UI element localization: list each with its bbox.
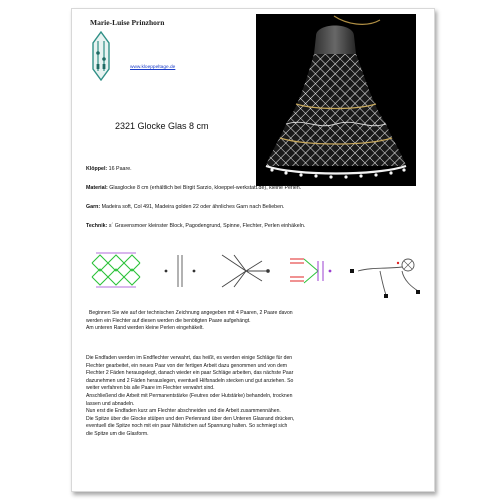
pair-lines-diagram-icon [165, 255, 196, 287]
website-link[interactable]: www.kloeppeltage.de [130, 65, 176, 70]
pagoda-ground-diagram-icon [92, 253, 140, 287]
paragraph-line: werden ein Flechter auf diesen werden die benötigten Paare aufgehängt. [86, 317, 251, 324]
lace-glass-bell-photo-icon [256, 14, 416, 186]
paragraph-line: eventuell die Spitze noch mit ein paar Nähstichen auf Spannung halten. So schmiegt sich [86, 423, 288, 430]
field-kloeppel-value: 16 Paare. [108, 166, 132, 172]
field-kloeppel [86, 166, 132, 172]
paragraph-line: weiter verfahren bis alle Paare im Flechter verwahrt sind. [86, 385, 215, 392]
field-garn-value: Madeira soft, Col 491, Madeira golden 22 oder ähnliches Garn nach Belieben. [101, 204, 285, 210]
bobbin-lace-logo-icon [92, 31, 110, 81]
field-material-label: Material: [86, 185, 108, 191]
field-material [86, 185, 301, 191]
paragraph-line: Beginnen Sie wie auf der technischen Zeichnung angegeben mit 4 Paaren, 2 Paare davon [89, 310, 293, 316]
field-garn-label: Garn: [86, 204, 101, 210]
author-name: Marie-Luise Prinzhorn [90, 18, 165, 27]
paragraph-line: Flechter gearbeitet, ein neues Paar von der fertigen Arbeit dazu genommen und von dem [86, 362, 288, 369]
field-material-value: Glasglocke 8 cm (erhältlich bei Birgit Sarzio, kloeppel-werkstatt.de), kleine Perlen. [109, 185, 302, 191]
bead-plait-diagram-icon [290, 259, 331, 283]
field-technik-label: Technik: [86, 223, 108, 229]
paragraph-line: die Spitze um die Glasform. [86, 430, 149, 437]
field-technik-value: s´ Gravensmoer kleinster Block, Pagodengrund, Spinne, Flechter, Perlen einhäkeln. [108, 223, 306, 229]
technique-diagrams [82, 241, 422, 301]
paragraph-line: Die Spitze über die Glocke stülpen und den Perlenrand über den Unteren Glasrand drücken, [86, 415, 295, 422]
bell-tie-diagram-icon [350, 259, 420, 298]
spider-diagram-icon [222, 255, 269, 287]
field-kloeppel-label: Klöppel: [86, 166, 108, 172]
paragraph-line: dazunehmen und 2 Fäden herauslegen, eventuell Hilfsnadeln stecken und gut anziehen. So [86, 377, 294, 384]
paragraph-line: Am unteren Rand werden kleine Perlen eingehäkelt. [86, 325, 204, 332]
instructions-paragraph-2 [86, 355, 422, 439]
paragraph-line: Anschließend die Arbeit mit Permanentstärke (Feutrex oder Hutstärke) behandeln, trocknen [86, 392, 293, 399]
paragraph-line: Flechter 2 Fäden herausgelegt, danach wieder ein paar Schläge arbeiten, das nächste Paar [86, 370, 294, 377]
paragraph-line: Nun erst die Endfaden kurz am Flechter abschneiden und die Arbeit zusammennähen. [86, 408, 281, 415]
paragraph-line: lassen und abnadeln. [86, 400, 135, 407]
paragraph-line: Die Endfaden werden im Endflechter verwahrt, das heißt, es werden einige Schläge für den [86, 355, 293, 361]
field-garn [86, 204, 284, 210]
instructions-paragraph-1 [86, 310, 422, 333]
pattern-page [71, 8, 435, 492]
field-technik [86, 223, 305, 229]
pattern-title: 2321 Glocke Glas 8 cm [115, 121, 209, 131]
